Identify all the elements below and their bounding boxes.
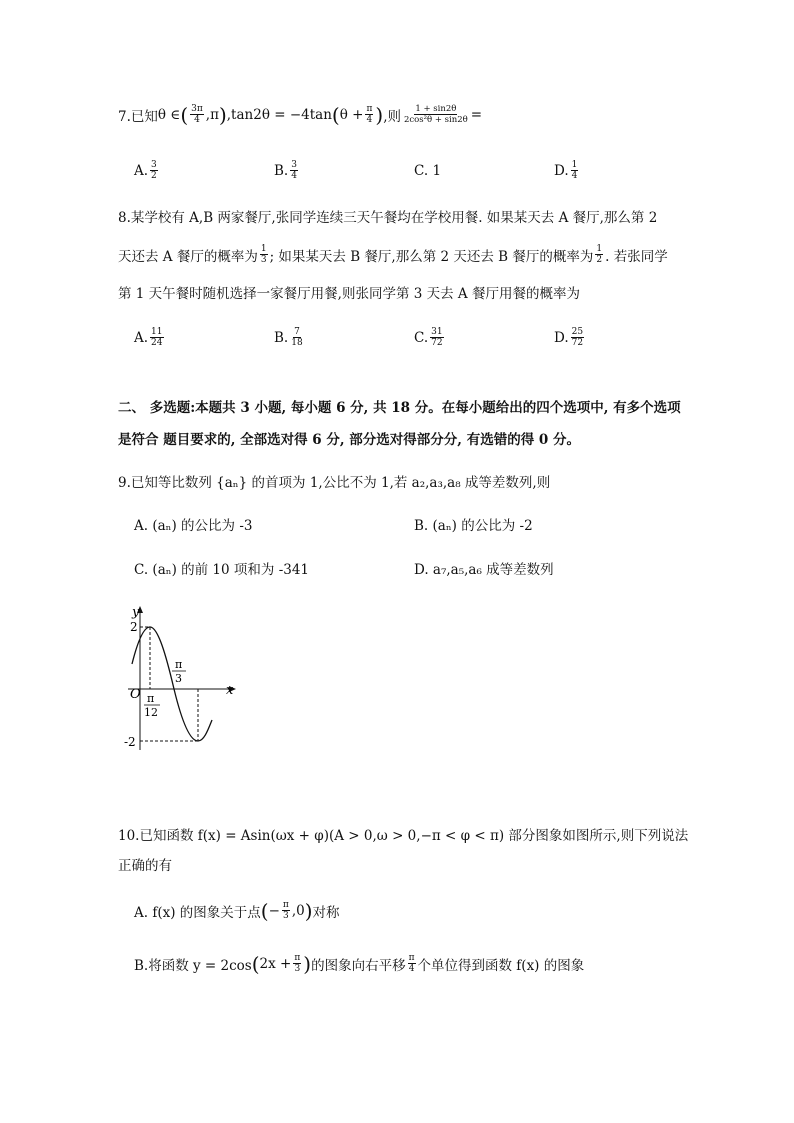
q7-frac-3pi4: $\frac{3\pi}{4}$ — [191, 104, 203, 125]
sine-graph — [120, 600, 250, 760]
q7-paren2-open: ( — [331, 102, 340, 127]
q8-line2: 天还去 A 餐厅的概率为 $\frac{1}{3}$ ; 如果某天去 B 餐厅,那么第 2 天还去 B 餐厅的概率为 $\frac{1}{2}$ . 若张同学 — [118, 244, 668, 265]
section2-line1: 二、 多选题:本题共 3 小题, 每小题 6 分, 共 18 分。在每小题给出的四个选项中, 有多个选项 — [118, 400, 681, 416]
q7-option-d[interactable]: D. $\frac{1}{4}$ — [554, 160, 578, 181]
q8-line1: 8.某学校有 A,B 两家餐厅,张同学连续三天午餐均在学校用餐. 如果某天去 A 餐厅,那么第 2 — [118, 210, 658, 226]
q10-option-b[interactable]: B.将函数 y = 2cos ( 2x + $\frac{\pi}{3}$ ) 的图象向右平移 $\frac{\pi}{4}$ 个单位得到函数 f(x) 的图象 — [134, 951, 585, 976]
q7-then: ,则 — [383, 108, 401, 125]
tick-pi12-den: 12 — [144, 706, 158, 719]
origin-label: O — [130, 687, 141, 702]
q7-option-b[interactable]: B. $\frac{3}{4}$ — [274, 160, 297, 181]
tick-pi12-num: π — [147, 692, 155, 705]
q10-line1: 10.已知函数 f(x) = Asin(ωx + φ)(A > 0,ω > 0,−π < φ < π) 部分图象如图所示,则下列说法 — [118, 828, 689, 844]
q10-option-a[interactable]: A. f(x) 的图象关于点 ( − $\frac{\pi}{3}$ ,0 ) 对称 — [134, 898, 340, 923]
q8-line3: 第 1 天午餐时随机选择一家餐厅用餐,则张同学第 3 天去 A 餐厅用餐的概率为 — [118, 286, 580, 302]
q7-pi: ,π — [205, 106, 219, 123]
q7-paren-open: ( — [180, 102, 189, 127]
x-axis-label: x — [226, 683, 234, 698]
tick-pi3-num: π — [175, 658, 183, 671]
q7-frac-pi4: $\frac{\pi}{4}$ — [366, 104, 373, 125]
q7-theta: θ ∈ — [157, 106, 181, 123]
q8-option-a[interactable]: A. $\frac{11}{24}$ — [134, 327, 163, 348]
q9-option-a[interactable]: A. (aₙ) 的公比为 -3 — [134, 518, 253, 534]
y-min-label: -2 — [124, 735, 136, 749]
q7-paren2-close: ) — [375, 102, 384, 127]
q9-option-c[interactable]: C. (aₙ) 的前 10 项和为 -341 — [134, 562, 310, 578]
q7-expression: $\frac{1 + \sin 2\theta}{\text{2cos²θ + sin2θ}}$ — [403, 104, 468, 125]
q7-equals: = — [470, 106, 483, 123]
section2-line2: 是符合 题目要求的, 全部选对得 6 分, 部分选对得部分分, 有选错的得 0 分。 — [118, 432, 580, 448]
y-axis-label: y — [132, 605, 140, 620]
q8-option-c[interactable]: C. $\frac{31}{72}$ — [414, 327, 443, 348]
q7-option-a[interactable]: A. $\frac{3}{2}$ — [134, 160, 157, 181]
q9-option-d[interactable]: D. a₇,a₅,a₆ 成等差数列 — [414, 562, 554, 578]
q7-stem — [118, 104, 482, 125]
q7-tan-eq: ,tan2θ = −4tan — [226, 106, 332, 123]
q8-option-d[interactable]: D. $\frac{25}{72}$ — [554, 327, 584, 348]
tick-pi3-den: 3 — [175, 672, 182, 685]
q9-option-b[interactable]: B. (aₙ) 的公比为 -2 — [414, 518, 533, 534]
y-max-label: 2 — [130, 620, 138, 634]
q7-paren-close: ) — [218, 102, 227, 127]
q7-stem-prefix: 7.已知 — [118, 108, 158, 125]
q10-line2: 正确的有 — [118, 858, 172, 874]
q8-option-b[interactable]: B. $\frac{7}{18}$ — [274, 327, 303, 348]
q7-option-c[interactable]: C. 1 — [414, 163, 442, 179]
sine-curve — [132, 627, 212, 741]
q9-stem: 9.已知等比数列 {aₙ} 的首项为 1,公比不为 1,若 a₂,a₃,a₈ 成等差数列,则 — [118, 475, 551, 491]
q7-theta-plus: θ + — [339, 106, 364, 123]
